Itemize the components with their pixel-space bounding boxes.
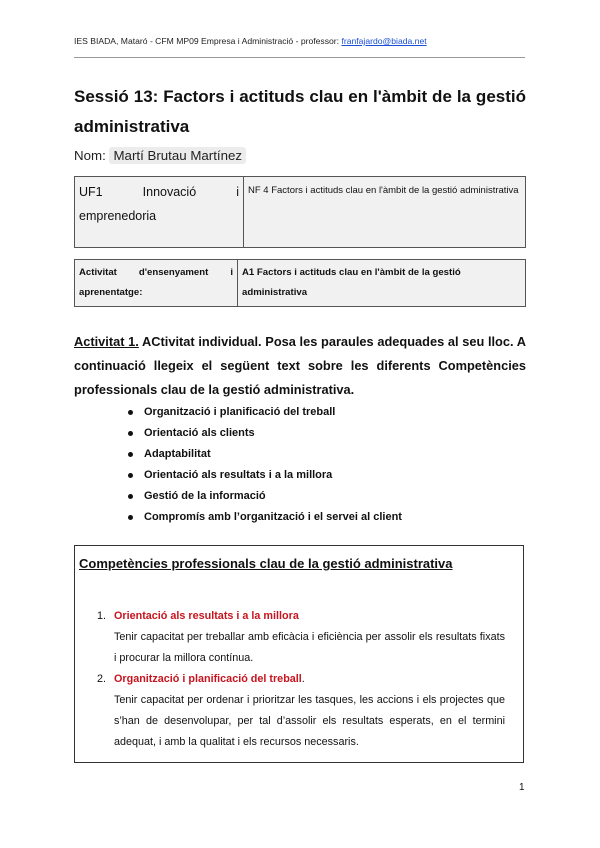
bullet-icon	[128, 431, 133, 436]
activity-type-word-2: d'ensenyament	[138, 267, 209, 278]
uf-code: UF1	[79, 185, 103, 199]
unit-cell	[75, 177, 244, 248]
activity-info-table	[74, 259, 526, 307]
uf-line-2: emprenedoria	[79, 209, 157, 223]
professor-email-link[interactable]: franfajardo@biada.net	[341, 36, 427, 46]
uf-word-3: i	[236, 185, 239, 199]
header-text: IES BIADA, Mataró - CFM MP09 Empresa i Administració - professor:	[74, 36, 342, 46]
activity-text: ACtivitat individual. Posa les paraules adequades al seu lloc. A continuació llegeix el següent text sobre les diferents Competències professionals clau de la gestió administrativa.	[74, 334, 526, 397]
name-label: Nom:	[74, 148, 106, 163]
competences-box-title: Competències professionals clau de la gestió administrativa	[79, 556, 453, 571]
list-item: Adaptabilitat	[128, 444, 402, 465]
bullet-icon	[128, 515, 133, 520]
list-item: Orientació als clients	[128, 423, 402, 444]
nf-cell: NF 4 Factors i actituds clau en l'àmbit de la gestió administrativa	[244, 177, 526, 248]
competence-heading[interactable]: Orientació als resultats i a la millora	[114, 610, 299, 622]
bullet-icon	[128, 410, 133, 415]
competence-number: 2.	[97, 673, 107, 685]
activity-type-cell	[75, 260, 238, 307]
uf-word-2: Innovació	[142, 185, 197, 199]
competence-number: 1.	[97, 610, 107, 622]
bullet-icon	[128, 452, 133, 457]
unit-info-table	[74, 176, 526, 248]
student-name-field[interactable]: Martí Brutau Martínez	[109, 147, 246, 164]
list-item: Gestió de la informació	[128, 486, 402, 507]
activity-label: Activitat 1.	[74, 334, 139, 349]
word-bank-list	[128, 402, 402, 528]
competence-description: Tenir capacitat per treballar amb eficàcia i eficiència per assolir els resultats fixats i procurar la millora contínua.	[114, 631, 505, 664]
activity-type-line-2: aprenentatge:	[79, 287, 143, 298]
activity-instructions	[74, 330, 526, 402]
activity-type-word-1: Activitat	[79, 267, 117, 278]
page-title: Sessió 13: Factors i actituds clau en l'àmbit de la gestió administrativa	[74, 87, 526, 136]
page-header	[74, 36, 526, 46]
list-item: Organització i planificació del treball	[128, 402, 402, 423]
student-name-line	[74, 148, 246, 163]
competence-heading[interactable]: Organització i planificació del treball.	[114, 673, 305, 685]
activity-type-word-3: i	[230, 267, 233, 278]
bullet-icon	[128, 473, 133, 478]
competence-item	[97, 606, 505, 669]
activity-name-cell: A1 Factors i actituds clau en l'àmbit de la gestió administrativa	[238, 260, 526, 307]
competences-box	[74, 545, 524, 763]
competence-item	[97, 669, 505, 753]
competence-description: Tenir capacitat per ordenar i prioritzar les tasques, les accions i els projectes que s’han de desenvolupar, per tal d’assolir els resultats esperats, en el termini adequat, i amb la qualitat i els recursos necessaris.	[114, 694, 505, 748]
list-item: Compromís amb l’organització i el servei al client	[128, 507, 402, 528]
list-item: Orientació als resultats i a la millora	[128, 465, 402, 486]
bullet-icon	[128, 494, 133, 499]
header-divider	[74, 57, 525, 58]
page-number: 1	[519, 782, 525, 793]
